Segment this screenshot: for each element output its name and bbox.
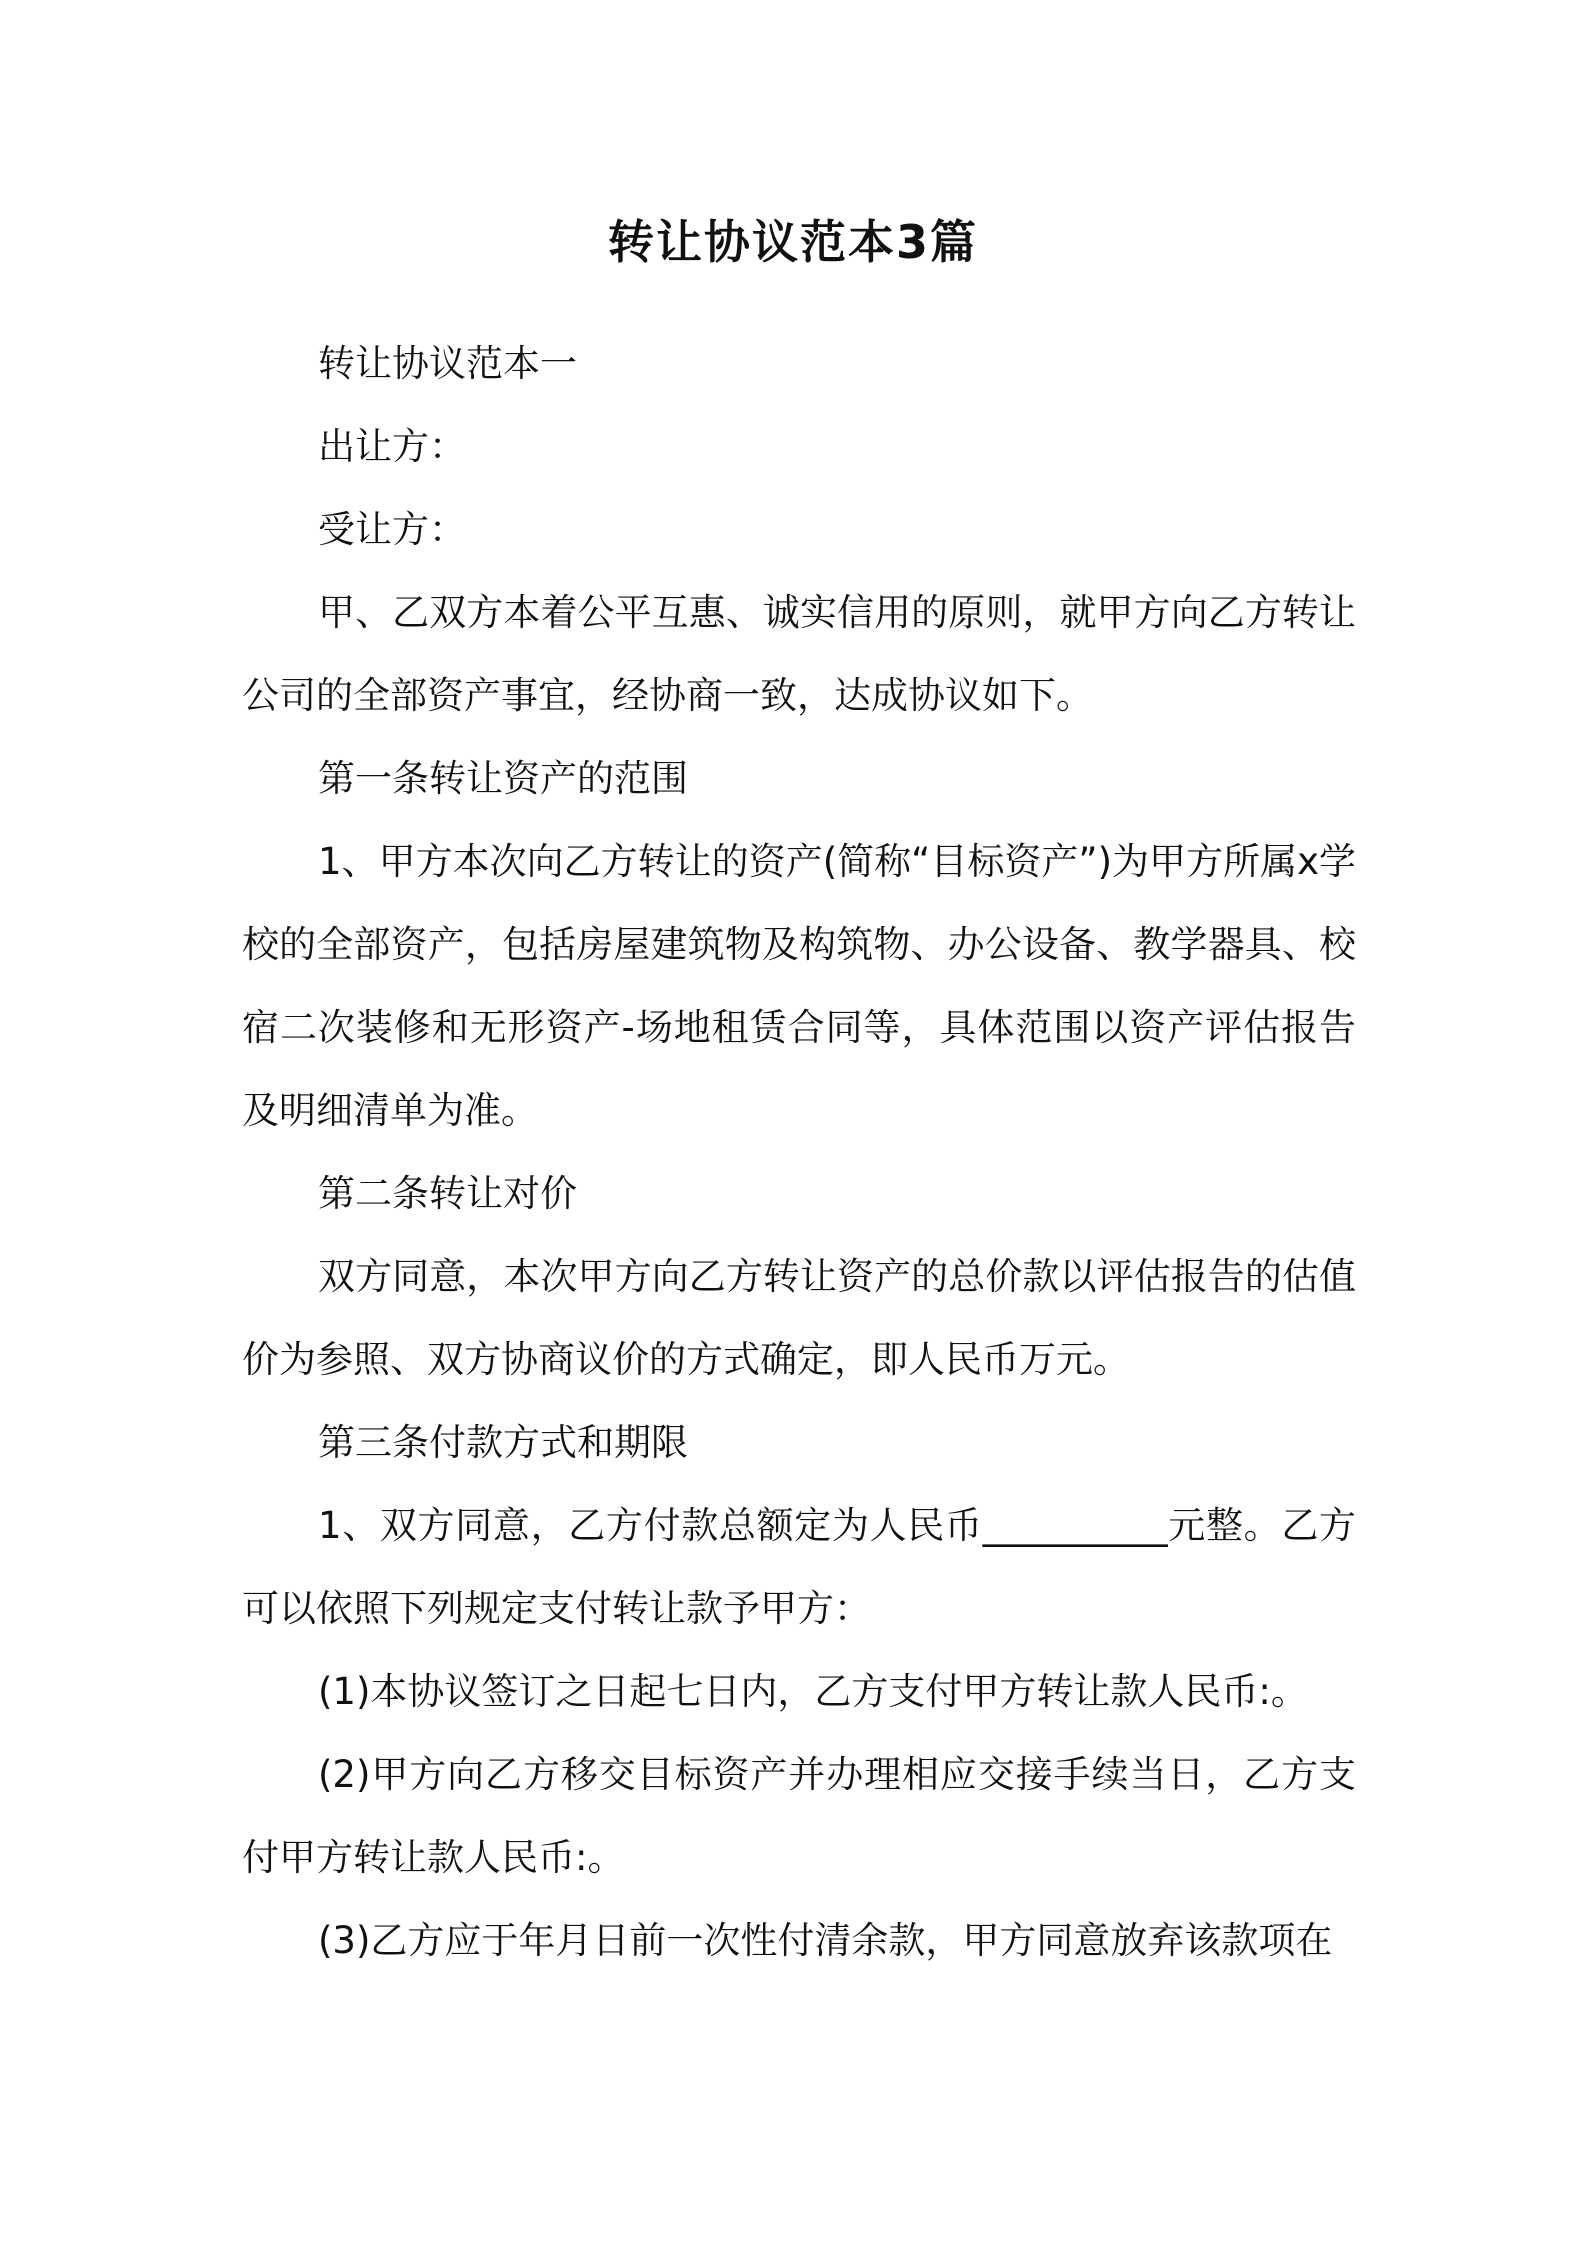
paragraph-payment-1: (1)本协议签订之日起七日内，乙方支付甲方转让款人民币:。 <box>318 1670 1308 1713</box>
paragraph-article-two-heading: 第二条转让对价 <box>318 1172 577 1215</box>
paragraph-article-one-item-1: 1、甲方本次向乙方转让的资产(简称“目标资产”)为甲方所属x学校的全部资产，包括房屋建筑物及构筑物、办公设备、教学器具、校宿二次装修和无形资产-场地租赁合同等，具体范围以资产评估报告及明细清单为准。 <box>242 840 1356 1132</box>
paragraph-preamble: 甲、乙双方本着公平互惠、诚实信用的原则，就甲方向乙方转让公司的全部资产事宜，经协商一致，达成协议如下。 <box>242 591 1356 717</box>
paragraph-payment-3: (3)乙方应于年月日前一次性付清余款，甲方同意放弃该款项在 <box>318 1919 1333 1962</box>
paragraph-article-one-heading: 第一条转让资产的范围 <box>318 757 688 800</box>
paragraph-transferee: 受让方： <box>318 508 466 551</box>
paragraph-article-three-item-1: 1、双方同意，乙方付款总额定为人民币__________元整。乙方可以依照下列规定支付转让款予甲方： <box>242 1504 1356 1630</box>
paragraph-transferor: 出让方： <box>318 425 466 468</box>
document-body <box>242 322 1356 1982</box>
paragraph-article-two-body: 双方同意，本次甲方向乙方转让资产的总价款以评估报告的估值价为参照、双方协商议价的方式确定，即人民币万元。 <box>242 1255 1356 1381</box>
paragraph-article-three-heading: 第三条付款方式和期限 <box>318 1421 688 1464</box>
paragraph-payment-2: (2)甲方向乙方移交目标资产并办理相应交接手续当日，乙方支付甲方转让款人民币:。 <box>242 1753 1356 1879</box>
document-title: 转让协议范本3篇 <box>607 215 978 269</box>
paragraph-heading-sample-one: 转让协议范本一 <box>318 342 577 385</box>
